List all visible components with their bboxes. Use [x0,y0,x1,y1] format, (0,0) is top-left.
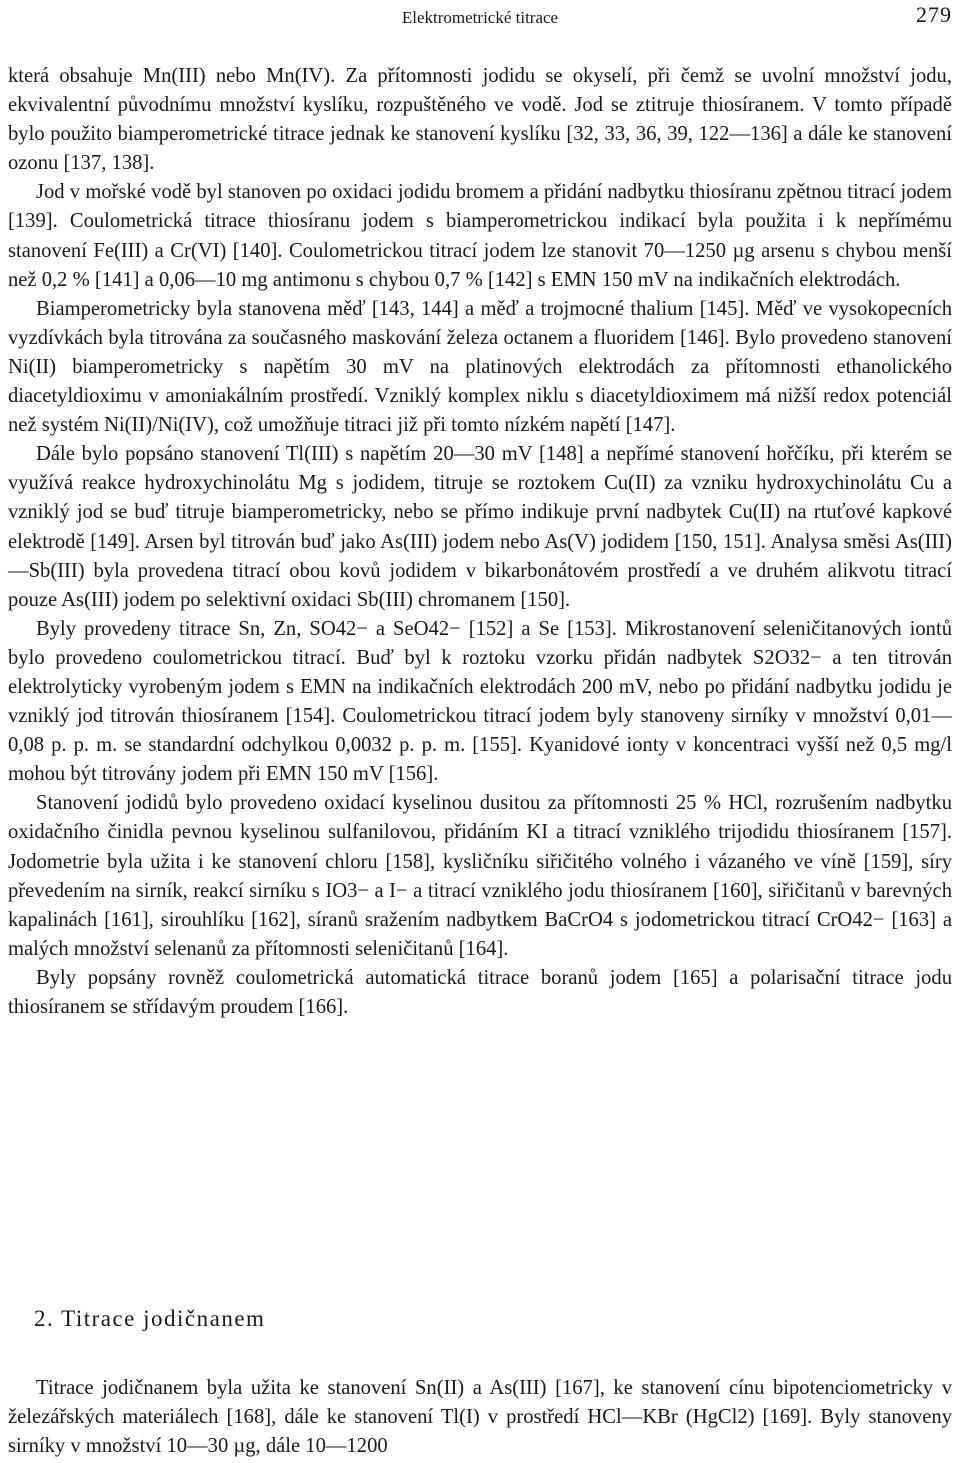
section-body [8,1374,952,1461]
paragraph-boranes: Byly popsány rovněž coulometrická automatická titrace boranů jodem [165] a polarisační titrace jodu thiosíranem se střídavým proudem [166]. [8,966,952,1018]
paragraph-selenium-sulfides: Byly provedeny titrace Sn, Zn, SO42− a SeO42− [152] a Se [153]. Mikrostanovení seleničitanových iontů bylo provedeno coulometrickou titrací. Buď byl k roztoku vzorku přidán nadbytek S2O32− a ten titrován elektrolyticky vyrobeným jodem s EMN na indikačních elektrodách 200 mV, nebo po přidání nadbytku jodidu je vzniklý jod titrován thiosíranem [154]. Coulometrickou titrací jodem byly stanoveny sirníky v množství 0,01—0,08 p. p. m. se standardní odchylkou 0,0032 p. p. m. [155]. Kyanidové ionty v koncentraci vyšší než 0,5 mg/l mohou být titrovány jodem při EMN 150 mV [156]. [8,617,952,786]
paragraph-seawater-iodine: Jod v mořské vodě byl stanoven po oxidaci jodidu bromem a přidání nadbytku thiosíranu zpětnou titrací jodem [139]. Coulometrická titrace thiosíranu jodem s biamperometrickou indikací byla použita i k nepřímému stanovení Fe(III) a Cr(VI) [140]. Coulometrickou titrací jodem lze stanovit 70—1250 µg arsenu s chybou menší než 0,2 % [141] a 0,06—10 mg antimonu s chybou 0,7 % [142] s EMN 150 mV na indikačních elektrodách. [8,181,952,291]
running-head [0,0,960,40]
body-text [8,62,952,1022]
paragraph-iodate-titration: Titrace jodičnanem byla užita ke stanovení Sn(II) a As(III) [167], ke stanovení cínu bipotenciometricky v železářských materiálech [168], dále ke stanovení Tl(I) v prostředí HCl—KBr (HgCl2) [169]. Byly stanoveny sirníky v množství 10—30 µg, dále 10—1200 [8,1377,952,1458]
paragraph-oxygen-ozone: která obsahuje Mn(III) nebo Mn(IV). Za přítomnosti jodidu se okyselí, při čemž se uvolní množství jodu, ekvivalentní původnímu množství kyslíku, rozpuštěného ve vodě. Jod se ztitruje thiosíranem. V tomto případě bylo použito biamperometrické titrace jednak ke stanovení kyslíku [32, 33, 36, 39, 122—136] a dále ke stanovení ozonu [137, 138]. [8,65,952,175]
paragraph-thallium-arsenic: Dále bylo popsáno stanovení Tl(III) s napětím 20—30 mV [148] a nepřímé stanovení hořčíku, při kterém se využívá reakce hydroxychinolátu Mg s jodidem, titruje se roztokem Cu(II) za vzniku hydroxychinolátu Cu a vzniklý jod se buď titruje biamperometricky, nebo se přímo indikuje první nadbytek Cu(II) na rtuťové kapkové elektrodě [149]. Arsen byl titrován buď jako As(III) jodem nebo As(V) jodidem [150, 151]. Analysa směsi As(III)—Sb(III) byla provedena titrací obou kovů jodidem v bikarbonátovém prostředí a ve druhém alikvotu titrací pouze As(III) jodem po selektivní oxidaci Sb(III) chromanem [150]. [8,443,952,611]
paragraph-copper-nickel: Biamperometricky byla stanovena měď [143, 144] a měď a trojmocné thalium [145]. Měď ve vysokopecních vyzdívkách byla titrována za současného maskování železa octanem a fluoridem [146]. Bylo provedeno stanovení Ni(II) biamperometricky s napětím 30 mV na platinových elektrodách za přítomnosti ethanolického diacetyldioximu v amoniakálním prostředí. Vzniklý komplex niklu s diacetyldioximem má nižší redox potenciál než systém Ni(II)/Ni(IV), což umožňuje titraci již při tomto nízkém napětí [147]. [8,297,952,437]
paragraph-iodides-iodometry: Stanovení jodidů bylo provedeno oxidací kyselinou dusitou za přítomnosti 25 % HCl, rozrušením nadbytku oxidačního činidla pevnou kyselinou sulfanilovou, přidáním KI a titrací vzniklého trijodidu thiosíranem [157]. Jodometrie byla užita i ke stanovení chloru [158], kysličníku siřičitého volného i vázaného ve víně [159], síry převedením na sirník, reakcí sirníku s IO3− a I− a titrací vzniklého jodu thiosíranem [160], siřičitanů v barevných kapalinách [161], sirouhlíku [162], síranů sražením nadbytkem BaCrO4 s jodometrickou titrací CrO42− [163] a malých množství selenanů za přítomnosti seleničitanů [164]. [8,792,952,960]
section-heading: 2. Titrace jodičnanem [34,1306,266,1331]
running-title: Elektrometrické titrace [401,8,559,27]
page-number: 279 [916,2,952,27]
